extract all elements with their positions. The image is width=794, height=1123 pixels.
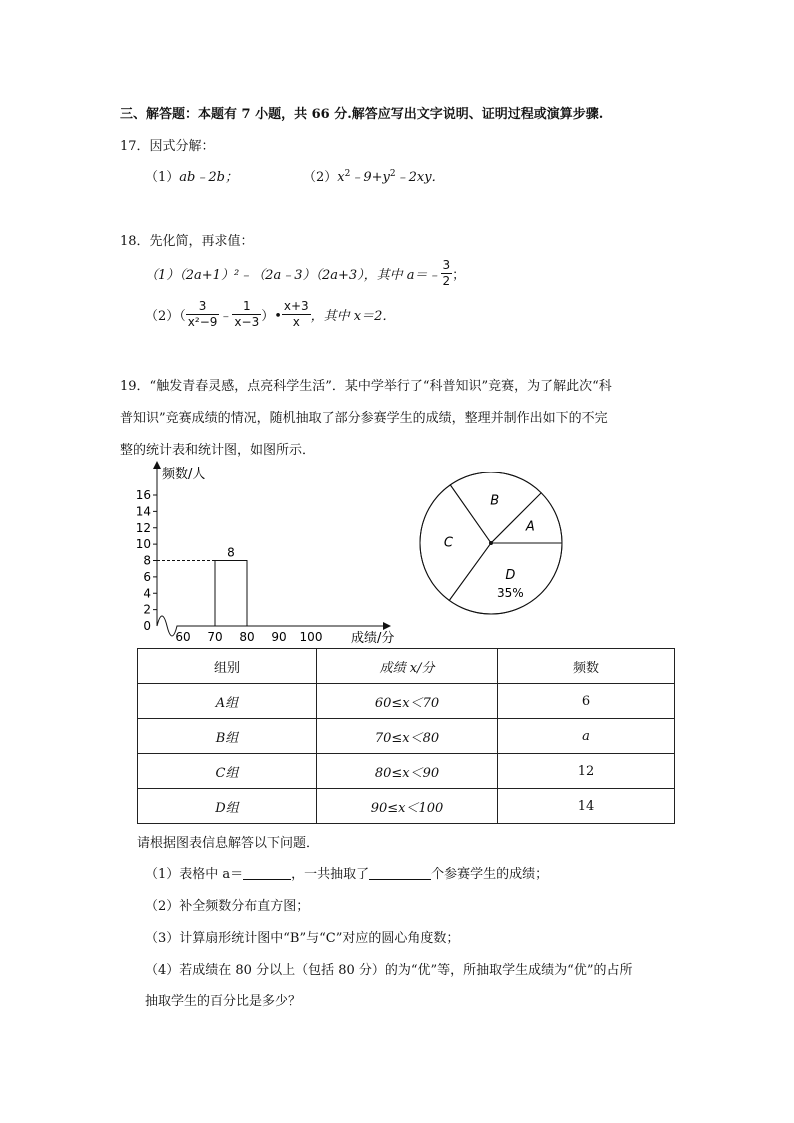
histogram-x-tick-label: 60 <box>175 630 191 644</box>
q18-p2-frac2-num: 1 <box>232 299 261 315</box>
q18-p2-label: （2）（ <box>145 308 186 324</box>
histogram-y-tick-label: 6 <box>143 569 151 584</box>
q18-p1-fraction <box>441 258 453 289</box>
table-cell: 80≤x＜90 <box>317 754 498 789</box>
histogram-y-label: 频数/人 <box>162 467 206 482</box>
table-cell: a <box>498 719 675 754</box>
q18-p2-frac3-den: x <box>292 314 300 329</box>
q17-p1-expr: ab﹣2b； <box>179 170 238 185</box>
table-cell: 70≤x＜80 <box>317 719 498 754</box>
q17-p2-exp1: 2 <box>344 169 351 179</box>
section-heading: 三、解答题：本题有 7 小题，共 66 分.解答应写出文字说明、证明过程或演算步骤. <box>120 107 604 122</box>
table-cell: D组 <box>138 789 317 824</box>
table-cell: C组 <box>138 754 317 789</box>
answer-blank-total[interactable] <box>369 879 431 880</box>
pie-slice-label: D <box>505 567 516 583</box>
histogram-y-tick-label: 10 <box>135 537 151 552</box>
q18-p1-frac-den: 2 <box>442 273 451 288</box>
q19-line2: 普知识”竞赛成绩的情况，随机抽取了部分参赛学生的成绩，整理并制作出如下的不完 <box>120 411 608 426</box>
table-row <box>138 789 675 824</box>
q19-sub1 <box>145 863 548 882</box>
pie-slice <box>420 485 491 601</box>
histogram-y-tick-label: 16 <box>135 488 151 502</box>
pie-slice <box>491 493 562 543</box>
q17-part2 <box>303 166 445 185</box>
q18-p1-end: ； <box>452 267 466 283</box>
q19-sub4-line2: 抽取学生的百分比是多少？ <box>145 994 302 1009</box>
histogram-y-tick-label: 12 <box>135 520 151 535</box>
table-header-group: 组别 <box>138 649 317 684</box>
q18-p2-mul: ）• <box>261 308 282 324</box>
pie-center-dot <box>489 541 493 545</box>
histogram-y-tick-label: 0 <box>143 619 151 633</box>
table-cell: 90≤x＜100 <box>317 789 498 824</box>
histogram-y-tick-label: 2 <box>143 602 151 617</box>
q19-line1: 19．“触发青春灵感，点亮科学生活”．某中学举行了“科普知识”竞赛，为了解此次“科 <box>120 379 612 394</box>
pie-chart <box>415 472 575 622</box>
histogram-bar <box>215 561 247 627</box>
q17-p2-mid: ﹣9+y <box>350 170 390 185</box>
histogram-x-label: 成绩/分 <box>351 631 395 645</box>
q17-p1-label: （1） <box>145 170 180 185</box>
pie-slice-label: A <box>525 519 535 535</box>
q18-p2-frac1-num: 3 <box>186 299 220 315</box>
table-cell: 60≤x＜70 <box>317 684 498 719</box>
q17-p2-exp2: 2 <box>389 169 396 179</box>
q19-sub1-b: ，一共抽取了 <box>291 867 370 882</box>
q18-p2-frac3 <box>282 299 311 330</box>
answer-blank-a[interactable] <box>243 879 291 880</box>
histogram-x-tick-label: 80 <box>239 630 255 644</box>
histogram-x-tick-label: 100 <box>299 630 323 644</box>
table-cell: 12 <box>498 754 675 789</box>
q18-part2 <box>145 296 395 332</box>
q17-title: 17．因式分解： <box>120 139 215 154</box>
pie-slice-label: C <box>443 535 453 551</box>
q18-p2-end: ，其中 x＝2． <box>310 308 396 324</box>
table-row <box>138 684 675 719</box>
histogram-chart <box>135 460 410 645</box>
histogram-y-tick-label: 14 <box>135 504 151 519</box>
pie-slice-percent: 35% <box>497 585 524 600</box>
q18-p2-minus: ﹣ <box>219 308 233 324</box>
pie-slice-label: B <box>490 493 500 509</box>
q19-sub1-a: （1）表格中 a＝ <box>145 867 244 882</box>
table-row <box>138 754 675 789</box>
q17-part1 <box>145 166 238 185</box>
table-row <box>138 719 675 754</box>
q19-sub4-line1: （4）若成绩在 80 分以上（包括 80 分）的为“优”等，所抽取学生成绩为“优”的占所 <box>145 963 633 978</box>
q18-p2-frac2-den: x−3 <box>234 314 260 329</box>
q19-line3: 整的统计表和统计图，如图所示． <box>120 443 316 458</box>
q18-title: 18．先化简，再求值： <box>120 234 254 249</box>
q18-p2-frac1 <box>186 299 220 330</box>
q18-p2-frac3-num: x+3 <box>283 298 309 313</box>
table-header-frequency: 频数 <box>498 649 675 684</box>
table-cell: A组 <box>138 684 317 719</box>
q19-sub3: （3）计算扇形统计图中“B”与“C”对应的圆心角度数； <box>145 931 460 946</box>
score-table <box>137 648 675 824</box>
q18-p2-frac2 <box>232 299 261 330</box>
q18-p2-frac1-den: x²−9 <box>187 314 218 329</box>
histogram-y-tick-label: 4 <box>143 586 151 601</box>
q19-sub1-c: 个参赛学生的成绩； <box>431 867 549 882</box>
q18-part1 <box>145 256 465 290</box>
table-header-row <box>138 649 675 684</box>
table-cell: 6 <box>498 684 675 719</box>
histogram-y-tick-label: 8 <box>143 553 151 568</box>
histogram-x-tick-label: 70 <box>207 630 223 644</box>
q18-p1-frac-num: 3 <box>442 257 451 272</box>
q19-sub2: （2）补全频数分布直方图； <box>145 899 310 914</box>
histogram-x-tick-label: 90 <box>271 630 287 644</box>
q17-p2-label: （2） <box>303 170 338 185</box>
table-cell: 14 <box>498 789 675 824</box>
table-cell: B组 <box>138 719 317 754</box>
q17-p2-end: ﹣2xy． <box>395 170 445 185</box>
histogram-bar-label: 8 <box>227 545 235 560</box>
table-header-score: 成绩 x/分 <box>317 649 498 684</box>
q18-p1-text: （1）（2a+1）²﹣（2a﹣3）（2a+3），其中 a＝﹣ <box>145 267 441 283</box>
q17-p2-x: x <box>337 170 345 185</box>
q19-prompt: 请根据图表信息解答以下问题． <box>137 836 320 851</box>
